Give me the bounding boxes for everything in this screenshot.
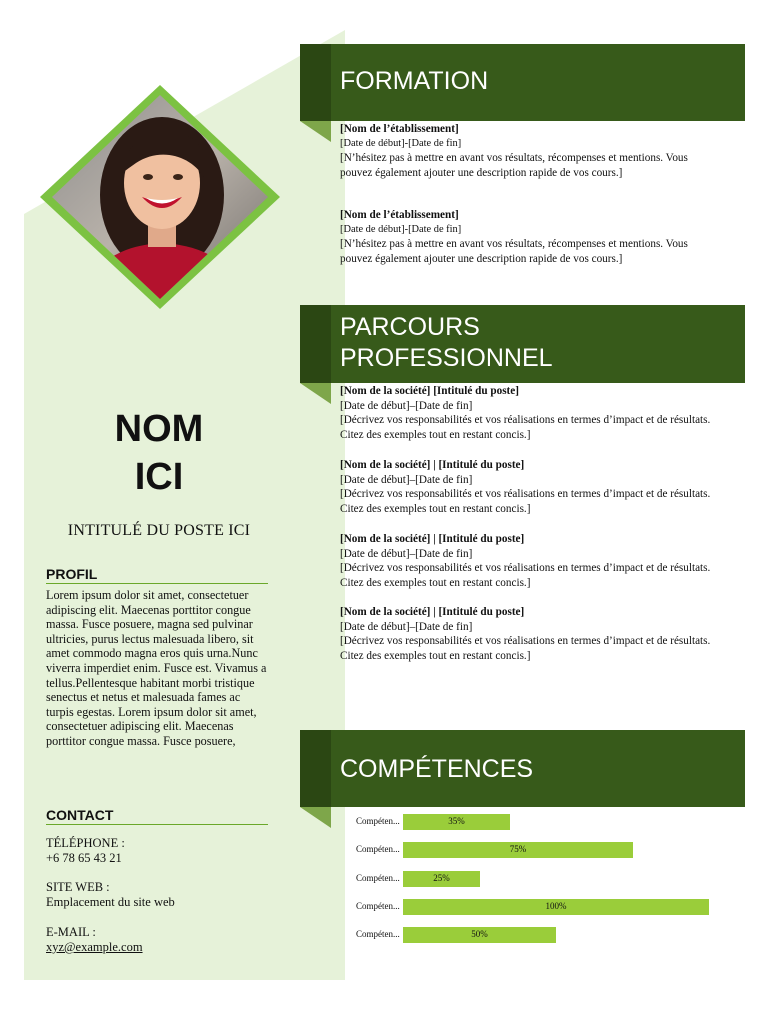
- skill-label: Compéten...: [356, 844, 400, 854]
- entry-desc: [Décrivez vos responsabilités et vos réalisations en termes d’impact et de résultats. Citez des exemples tout en restant concis.]: [340, 562, 711, 589]
- entry-dates: [Date de début]–[Date de fin]: [340, 547, 473, 560]
- entry-name: [Nom de la société] [Intitulé du poste]: [340, 385, 519, 397]
- parcours-entry-4: [340, 605, 720, 663]
- parcours-entry-3: [340, 532, 720, 590]
- entry-desc: [Décrivez vos responsabilités et vos réalisations en termes d’impact et de résultats. Citez des exemples tout en restant concis.]: [340, 635, 711, 662]
- email-label: E-MAIL :: [46, 925, 96, 939]
- formation-banner: [300, 44, 745, 121]
- web-value: Emplacement du site web: [46, 895, 175, 909]
- parcours-title: [340, 312, 553, 374]
- entry-desc: [N’hésitez pas à mettre en avant vos résultats, récompenses et mentions. Vous pouvez également ajouter une description rapide de vos cours.]: [340, 238, 688, 265]
- banner-tab: [300, 44, 331, 121]
- entry-dates: [Date de début]-[Date de fin]: [340, 223, 462, 235]
- entry-dates: [Date de début]–[Date de fin]: [340, 620, 473, 633]
- web-label: SITE WEB :: [46, 880, 110, 894]
- skill-percent-label: 25%: [433, 873, 450, 883]
- name-line-1: NOM: [114, 408, 204, 450]
- entry-name: [Nom de la société] | [Intitulé du poste]: [340, 606, 525, 618]
- skill-track: [403, 899, 709, 915]
- entry-desc: [Décrivez vos responsabilités et vos réalisations en termes d’impact et de résultats. Citez des exemples tout en restant concis.]: [340, 488, 711, 515]
- competences-title: COMPÉTENCES: [340, 755, 534, 783]
- entry-name: [Nom de la société] | [Intitulé du poste]: [340, 459, 525, 471]
- formation-entry-2: [340, 208, 720, 266]
- entry-name: [Nom de l’établissement]: [340, 209, 459, 221]
- entry-dates: [Date de début]–[Date de fin]: [340, 473, 473, 486]
- formation-entry-1: [340, 122, 720, 180]
- entry-dates: [Date de début]–[Date de fin]: [340, 399, 473, 412]
- skill-percent-label: 35%: [448, 816, 465, 826]
- skill-track: [403, 814, 709, 830]
- contact-heading: CONTACT: [46, 807, 268, 825]
- parcours-banner: [300, 305, 745, 383]
- job-title: INTITULÉ DU POSTE ICI: [67, 522, 251, 539]
- skill-track: [403, 871, 709, 887]
- entry-dates: [Date de début]-[Date de fin]: [340, 137, 462, 149]
- entry-desc: [N’hésitez pas à mettre en avant vos résultats, récompenses et mentions. Vous pouvez également ajouter une description rapide de vos cours.]: [340, 152, 688, 179]
- skill-label: Compéten...: [356, 929, 400, 939]
- entry-name: [Nom de l’établissement]: [340, 123, 459, 135]
- competences-banner: [300, 730, 745, 807]
- skill-percent-label: 75%: [509, 844, 527, 854]
- skill-track: [403, 927, 709, 943]
- entry-desc: [Décrivez vos responsabilités et vos réalisations en termes d’impact et de résultats. Citez des exemples tout en restant concis.]: [340, 414, 711, 441]
- skill-percent-label: 50%: [471, 929, 488, 939]
- skill-label: Compéten...: [356, 816, 400, 826]
- formation-title: FORMATION: [340, 67, 489, 95]
- email-link[interactable]: [46, 940, 143, 955]
- banner-fold: [300, 807, 331, 828]
- banner-fold: [300, 383, 331, 404]
- parcours-title-line-1: PARCOURS: [340, 313, 480, 341]
- skill-label: Compéten...: [356, 873, 400, 883]
- parcours-entry-2: [340, 458, 720, 516]
- phone-label: TÉLÉPHONE :: [46, 836, 125, 850]
- banner-tab: [300, 730, 331, 807]
- name-line-2: ICI: [134, 456, 184, 498]
- skill-label: Compéten...: [356, 901, 400, 911]
- profil-text: Lorem ipsum dolor sit amet, consectetuer adipiscing elit. Maecenas porttitor congue massa. Fusce posuere, magna sed pulvinar ultricies, purus lectus malesuada libero, sit amet commodo magna eros quis urna.Nunc viverra imperdiet enim. Fusce est. Vivamus a tellus.Pellentesque habitant morbi tristique senectus et netus et malesuada fames ac turpis egestas. Lorem ipsum dolor sit amet, consectetuer adipiscing elit. Maecenas porttitor congue massa. Fusce posuere,: [46, 588, 267, 748]
- parcours-title-line-2: PROFESSIONNEL: [340, 344, 553, 372]
- profile-photo: [40, 85, 280, 309]
- candidate-name: [24, 405, 294, 501]
- phone-value: +6 78 65 43 21: [46, 851, 122, 865]
- entry-name: [Nom de la société] | [Intitulé du poste]: [340, 533, 525, 545]
- profil-heading: PROFIL: [46, 566, 268, 584]
- banner-fold: [300, 121, 331, 142]
- email-value[interactable]: xyz@example.com: [46, 940, 143, 954]
- banner-tab: [300, 305, 331, 383]
- parcours-entry-1: [340, 384, 720, 442]
- skill-track: [403, 842, 709, 858]
- skill-percent-label: 100%: [545, 901, 567, 911]
